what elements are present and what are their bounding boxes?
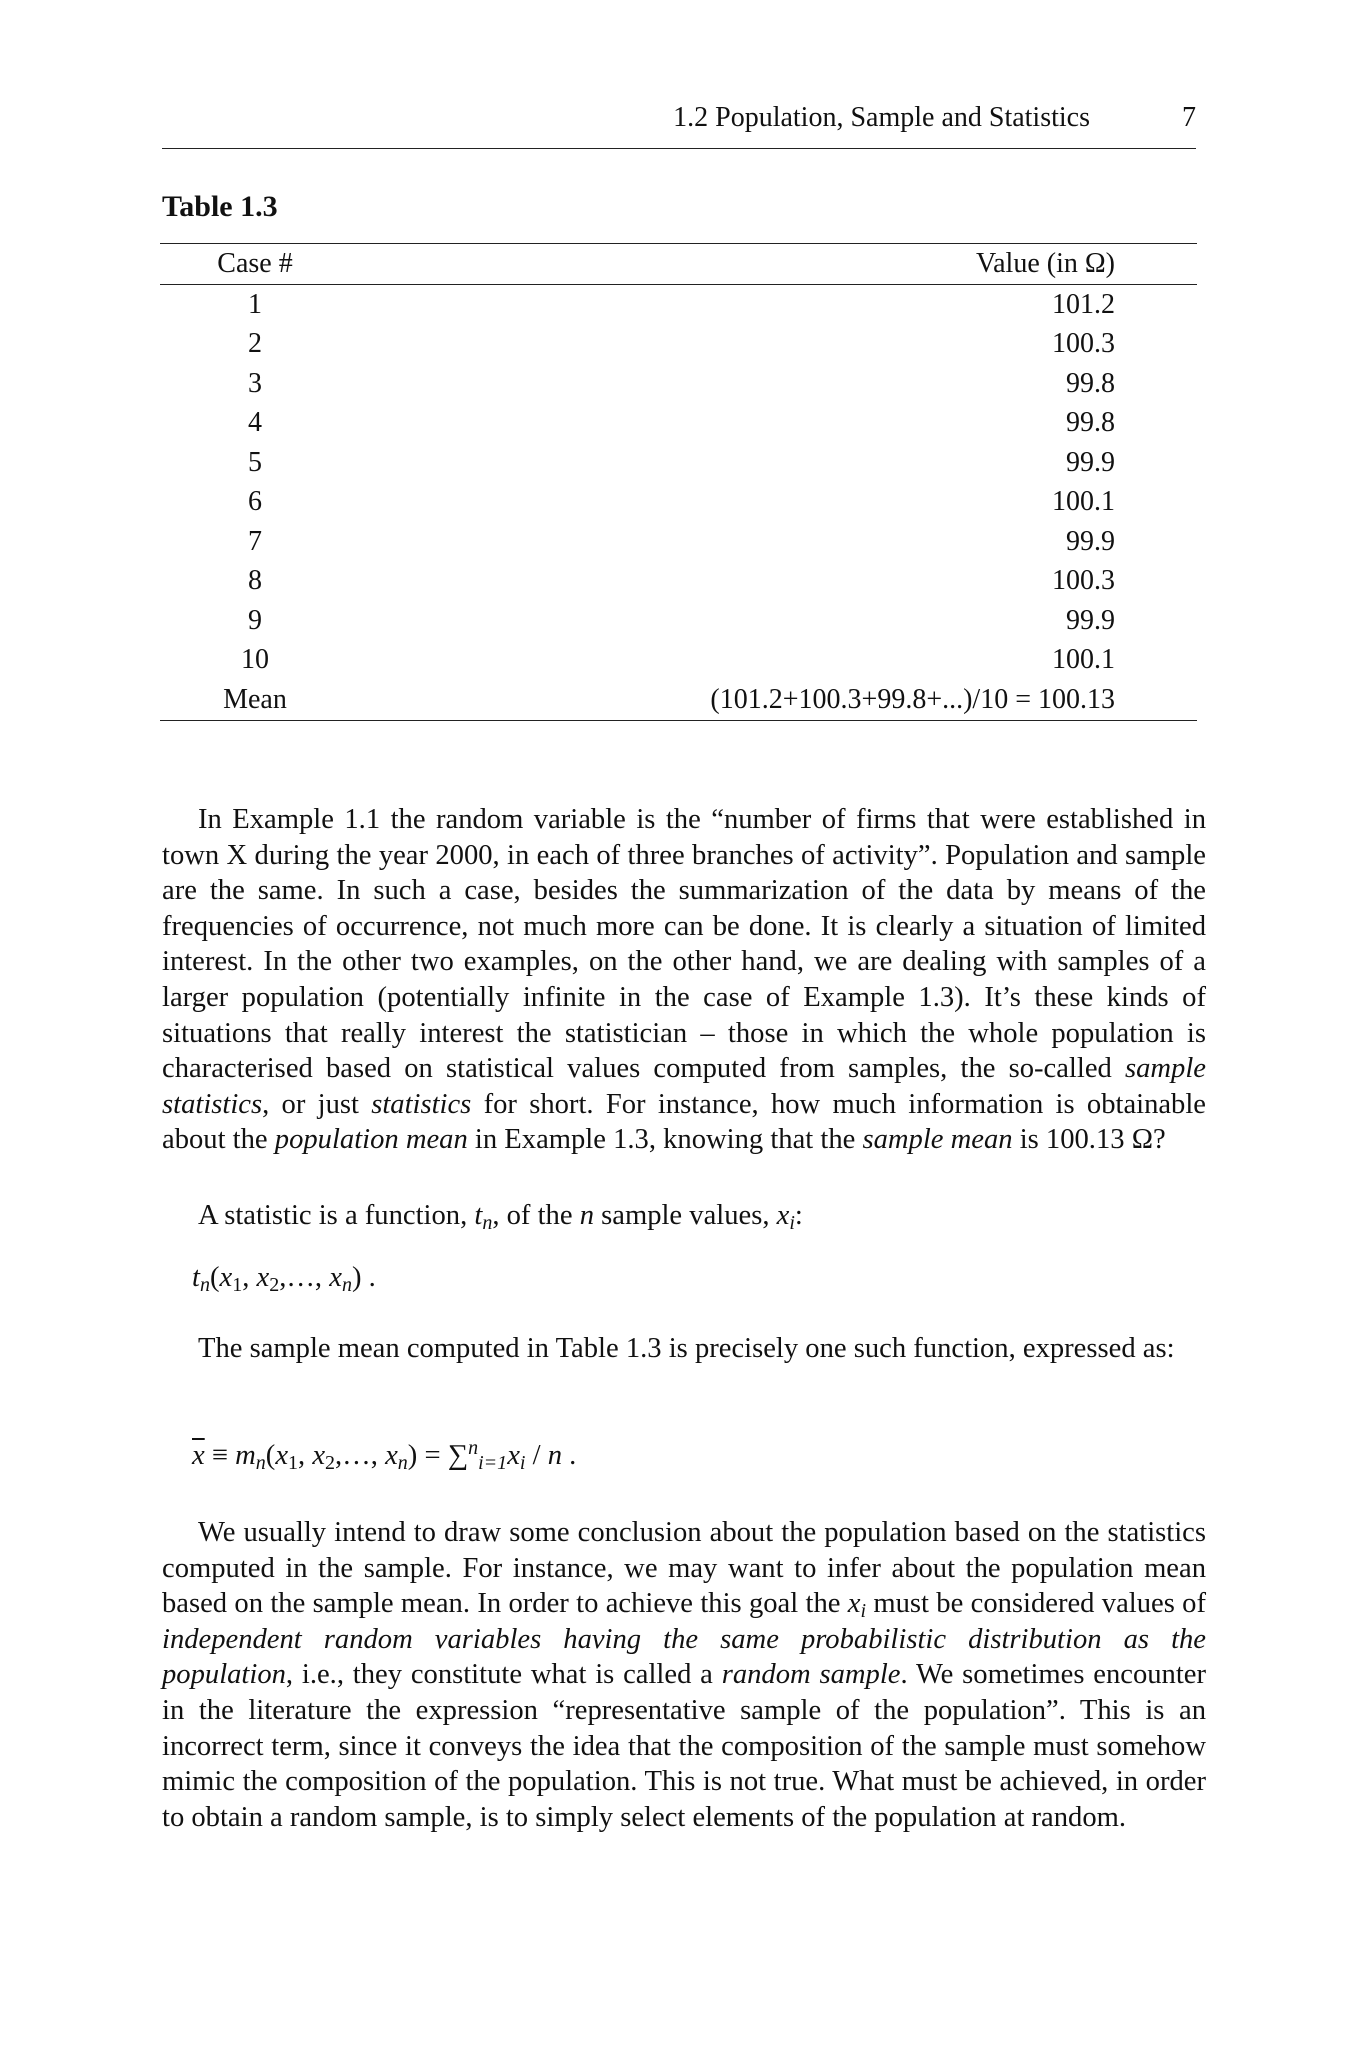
math-symbol: x <box>385 1440 398 1471</box>
table-cell-value: 99.8 <box>1066 407 1115 439</box>
table-cell-value: 101.2 <box>1052 288 1115 320</box>
table-header-row <box>160 244 1197 285</box>
math-operator: ) = <box>407 1440 448 1471</box>
table-cell-case: 4 <box>248 407 262 439</box>
math-subscript: n <box>397 1452 408 1474</box>
table-cell-case: 3 <box>248 367 262 399</box>
math-subscript: i <box>860 1600 867 1623</box>
math-symbol: t <box>192 1262 200 1293</box>
math-subscript: 1 <box>288 1452 299 1474</box>
math-subscript: i=1 <box>478 1452 508 1474</box>
math-punct: ,…, <box>279 1262 330 1293</box>
table-cell-case: 6 <box>248 486 262 518</box>
table-cell-value: 99.9 <box>1066 446 1115 478</box>
table-row <box>160 443 1197 483</box>
math-subscript: n <box>255 1452 266 1474</box>
text-run: A statistic is a function, <box>198 1200 475 1231</box>
table-row <box>160 364 1197 404</box>
math-symbol: x <box>847 1588 861 1620</box>
math-symbol-xbar: $\overline{x}$ <box>192 1440 205 1471</box>
math-symbol: m <box>235 1440 256 1471</box>
header-rule <box>162 148 1196 149</box>
table-row <box>160 285 1197 325</box>
emphasis-term: sample statistics <box>162 1053 1206 1120</box>
math-paren: ( <box>209 1262 220 1293</box>
summation-icon: ∑ <box>447 1440 469 1471</box>
text-run: , of the <box>492 1200 580 1231</box>
equation-statistic <box>192 1262 376 1294</box>
text-run: for short. For instance, how much information is obtainable about the <box>162 1088 1206 1156</box>
running-head-title: 1.2 Population, Sample and Statistics <box>673 102 1090 133</box>
math-subscript: n <box>199 1274 210 1296</box>
column-header-case: Case # <box>217 248 293 279</box>
table-row <box>160 404 1197 444</box>
table-cell-value: 99.8 <box>1066 367 1115 399</box>
table-row <box>160 522 1197 562</box>
data-table <box>160 243 1197 721</box>
table-cell-value: 100.1 <box>1052 486 1115 518</box>
math-symbol: x <box>776 1200 790 1231</box>
text-run: We usually intend to draw some conclusion about the population based on the statistics computed in the sample. For instance, we may want to infer about the population mean based on the sample mean. In order to achieve this goal the <box>162 1517 1206 1620</box>
paragraph-discussion <box>162 802 1206 1158</box>
emphasis-term: random sample <box>721 1659 901 1691</box>
text-run: in Example 1.3, knowing that the <box>467 1124 863 1156</box>
table-row <box>160 601 1197 641</box>
table-cell-value: 99.9 <box>1066 525 1115 557</box>
math-subscript: n <box>482 1212 493 1234</box>
math-subscript: n <box>341 1274 352 1296</box>
text-run: . We sometimes encounter in the literature the expression “representative sample of the population”. This is an incorrect term, since it conveys the idea that the composition of the sample must somehow mimic the composition of the population. This is not true. What must be achieved, in order to obtain a random sample, is to simply select elements of the population at random. <box>162 1659 1207 1833</box>
text-run: : <box>794 1200 803 1231</box>
emphasis-term: population mean <box>274 1124 468 1156</box>
math-subscript: i <box>519 1452 526 1474</box>
table-cell-value: 100.1 <box>1052 644 1115 676</box>
table-cell-case: 2 <box>248 328 262 360</box>
table-cell-case: 10 <box>241 644 269 676</box>
math-symbol: x <box>275 1440 289 1471</box>
math-paren: ) . <box>351 1262 376 1293</box>
math-subscript: i <box>789 1212 795 1234</box>
text-run: is 100.13 Ω? <box>1012 1124 1166 1156</box>
math-operator: / <box>525 1440 548 1471</box>
math-punct: ,…, <box>335 1440 386 1471</box>
math-symbol: x <box>507 1440 520 1471</box>
math-punct: , <box>242 1262 257 1293</box>
paragraph-statistic-definition <box>162 1198 1206 1234</box>
table-row-mean <box>160 680 1197 720</box>
paragraph-random-sample <box>162 1515 1206 1835</box>
table-cell-value: 100.3 <box>1052 565 1115 597</box>
table-cell-value: 100.3 <box>1052 328 1115 360</box>
emphasis-term: independent random variables having the same probabilistic distribution as the population <box>162 1623 1206 1691</box>
math-symbol: x <box>312 1440 326 1471</box>
math-operator: ≡ <box>204 1440 236 1471</box>
page-number: 7 <box>1182 102 1196 133</box>
table-cell-case: 9 <box>248 604 262 636</box>
table-row <box>160 562 1197 602</box>
math-superscript: n <box>468 1437 479 1459</box>
table-cell-case: 7 <box>248 525 262 557</box>
table-cell-case: 5 <box>248 446 262 478</box>
paragraph-sample-mean: The sample mean computed in Table 1.3 is precisely one such function, expressed as: <box>198 1333 1175 1364</box>
text-run: sample values, <box>593 1200 777 1231</box>
math-punct: . <box>562 1440 577 1471</box>
table-cell-value: 99.9 <box>1066 604 1115 636</box>
math-symbol: x <box>329 1262 342 1293</box>
math-symbol: t <box>474 1200 483 1231</box>
math-symbol: n <box>579 1200 594 1231</box>
math-symbol: x <box>256 1262 270 1293</box>
table-caption: Table 1.3 <box>162 190 278 223</box>
equation-sample-mean <box>192 1437 577 1474</box>
column-header-value: Value (in Ω) <box>976 248 1115 279</box>
table-cell-case: 1 <box>248 288 262 320</box>
emphasis-term: sample mean <box>862 1124 1013 1156</box>
math-paren: ( <box>265 1440 276 1471</box>
table-row <box>160 325 1197 365</box>
math-symbol: n <box>547 1440 562 1471</box>
math-subscript: 2 <box>325 1452 336 1474</box>
math-subscript: 2 <box>269 1274 280 1296</box>
table-cell-case: 8 <box>248 565 262 597</box>
text-run: , or just <box>262 1088 372 1120</box>
table-cell-value: (101.2+100.3+99.8+...)/10 = 100.13 <box>710 683 1115 715</box>
emphasis-term: statistics <box>371 1088 472 1120</box>
running-head <box>162 102 1196 142</box>
math-subscript: 1 <box>232 1274 243 1296</box>
math-punct: , <box>298 1440 313 1471</box>
table-cell-case: Mean <box>223 683 287 715</box>
table-row <box>160 483 1197 523</box>
text-run: In Example 1.1 the random variable is the “number of firms that were established in town X during the year 2000, in each of three branches of activity”. Population and sample are the same. In such a case, besides the summarization of the data by means of the frequencies of occurrence, not much more can be done. It is clearly a situation of limited interest. In the other two examples, on the other hand, we are dealing with samples of a larger population (potentially infinite in the case of Example 1.3). It’s these kinds of situations that really interest the statistician – those in which the whole population is characterised based on statistical values computed from samples, the so-called <box>162 804 1206 1085</box>
text-run: must be considered values of <box>866 1588 1207 1620</box>
text-run: , i.e., they constitute what is called a <box>285 1659 722 1691</box>
math-symbol: x <box>219 1262 233 1293</box>
table-row <box>160 641 1197 681</box>
